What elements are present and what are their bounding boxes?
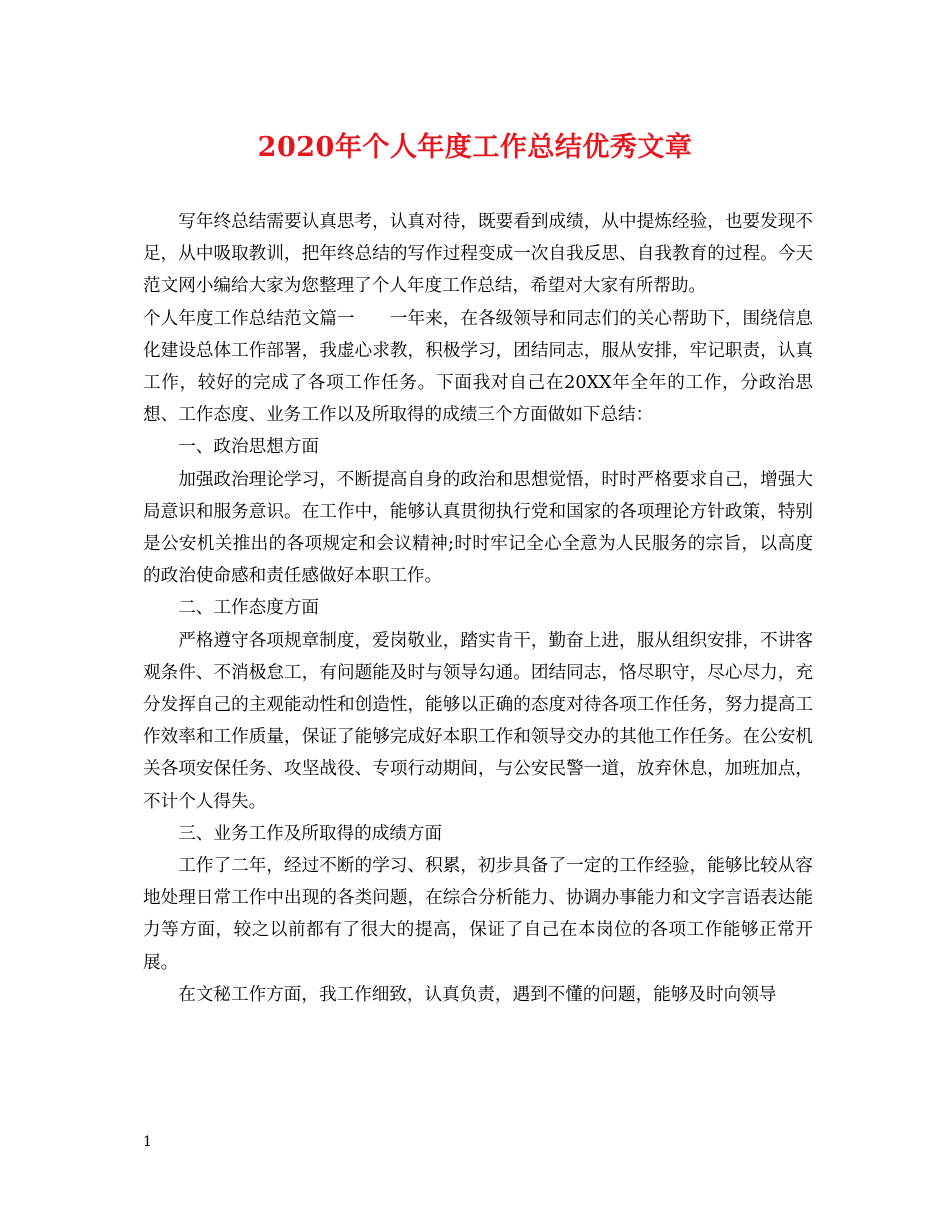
paragraph-political: 加强政治理论学习，不断提高自身的政治和思想觉悟，时时严格要求自己，增强大局意识和服务意识。在工作中，能够认真贯彻执行党和国家的各项理论方针政策，特别是公安机关推出的各项规定和会议精神;时时牢记全心全意为人民服务的宗旨，以高度的政治使命感和责任感做好本职工作。	[143, 469, 813, 587]
section-heading-business: 三、业务工作及所取得的成绩方面	[178, 823, 443, 844]
paragraph-business: 工作了二年，经过不断的学习、积累，初步具备了一定的工作经验，能够比较从容地处理日常工作中出现的各类问题，在综合分析能力、协调办事能力和文字言语表达能力等方面，较之以前都有了很大的提高，保证了自己在本岗位的各项工作能够正常开展。	[143, 856, 813, 973]
document-title: 2020年个人年度工作总结优秀文章	[257, 132, 693, 163]
document-body	[143, 206, 813, 1011]
section-heading-attitude: 二、工作态度方面	[178, 598, 319, 619]
paragraph-overview: 个人年度工作总结范文篇一 一年来，在各级领导和同志们的关心帮助下，围绕信息化建设总体工作部署，我虚心求教，积极学习，团结同志，服从安排，牢记职责，认真工作，较好的完成了各项工作任务。下面我对自己在20XX年全年的工作，分政治思想、工作态度、业务工作以及所取得的成绩三个方面做如下总结：	[143, 308, 813, 426]
paragraph-attitude: 严格遵守各项规章制度，爱岗敬业，踏实肯干，勤奋上进，服从组织安排，不讲客观条件、不消极怠工，有问题能及时与领导勾通。团结同志，恪尽职守，尽心尽力，充分发挥自己的主观能动性和创造性，能够以正确的态度对待各项工作任务，努力提高工作效率和工作质量，保证了能够完成好本职工作和领导交办的其他工作任务。在公安机关各项安保任务、攻坚战役、专项行动期间，与公安民警一道，放弃休息，加班加点，不计个人得失。	[143, 630, 813, 812]
section-heading-political: 一、政治思想方面	[178, 437, 319, 458]
paragraph-secretarial: 在文秘工作方面，我工作细致，认真负责，遇到不懂的问题，能够及时向领导	[178, 984, 777, 1005]
page-number: 1	[143, 1134, 152, 1150]
paragraph-intro: 写年终总结需要认真思考，认真对待，既要看到成绩，从中提炼经验，也要发现不足，从中吸取教训，把年终总结的写作过程变成一次自我反思、自我教育的过程。今天范文网小编给大家为您整理了个人年度工作总结，希望对大家有所帮助。	[143, 212, 813, 297]
